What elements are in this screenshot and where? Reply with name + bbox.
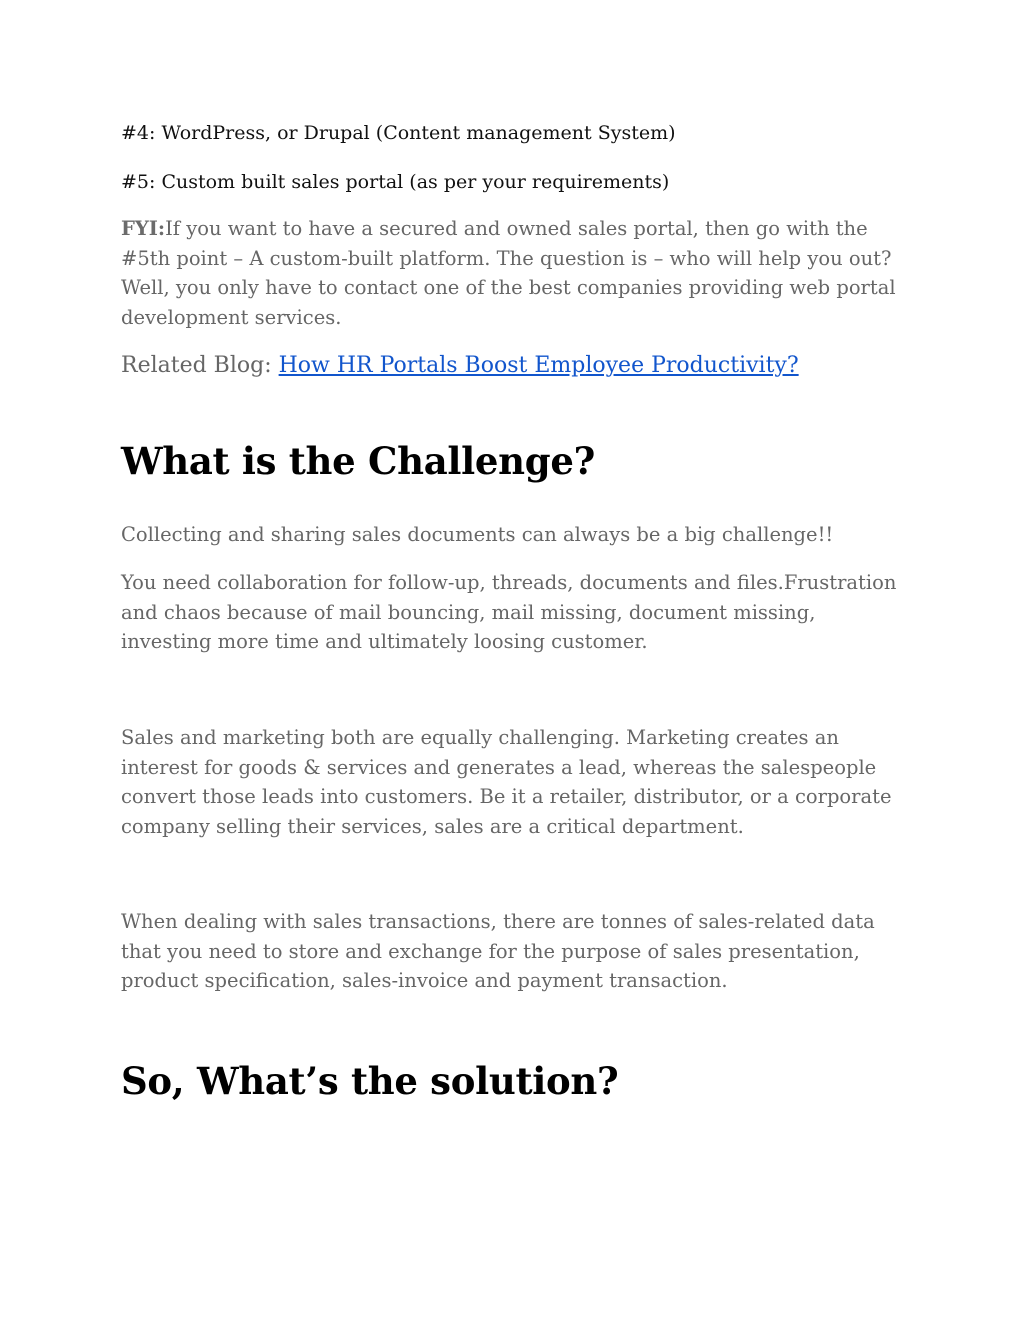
challenge-paragraph-3: Sales and marketing both are equally challenging. Marketing creates an interest for goods & services and generates a lead, whereas the salespeople convert those leads into customers. Be it a retailer, distributor, or a corporate company selling their services, sales are a critical department.	[121, 726, 892, 838]
fyi-text: If you want to have a secured and owned sales portal, then go with the #5th point – A custom-built platform. The question is – who will help you out? Well, you only have to contact one of the best companies providing web portal development services.	[121, 217, 896, 329]
list-item-5: #5: Custom built sales portal (as per your requirements)	[121, 171, 670, 193]
heading-challenge: What is the Challenge?	[121, 439, 595, 483]
fyi-label: FYI:	[121, 217, 166, 240]
fyi-paragraph	[121, 214, 911, 332]
related-blog-link[interactable]: How HR Portals Boost Employee Productivity?	[278, 353, 799, 378]
related-blog	[121, 350, 799, 382]
challenge-paragraph-4: When dealing with sales transactions, there are tonnes of sales-related data that you need to store and exchange for the purpose of sales presentation, product specification, sales-invoice and payment transaction.	[121, 910, 875, 992]
heading-solution: So, What’s the solution?	[121, 1059, 619, 1103]
challenge-paragraph-2: You need collaboration for follow-up, threads, documents and files.Frustration and chaos because of mail bouncing, mail missing, document missing, investing more time and ultimately loosing customer.	[121, 571, 897, 653]
related-blog-prefix: Related Blog:	[121, 353, 279, 378]
challenge-paragraph-1: Collecting and sharing sales documents can always be a big challenge!!	[121, 523, 834, 546]
list-item-4: #4: WordPress, or Drupal (Content management System)	[121, 122, 676, 144]
